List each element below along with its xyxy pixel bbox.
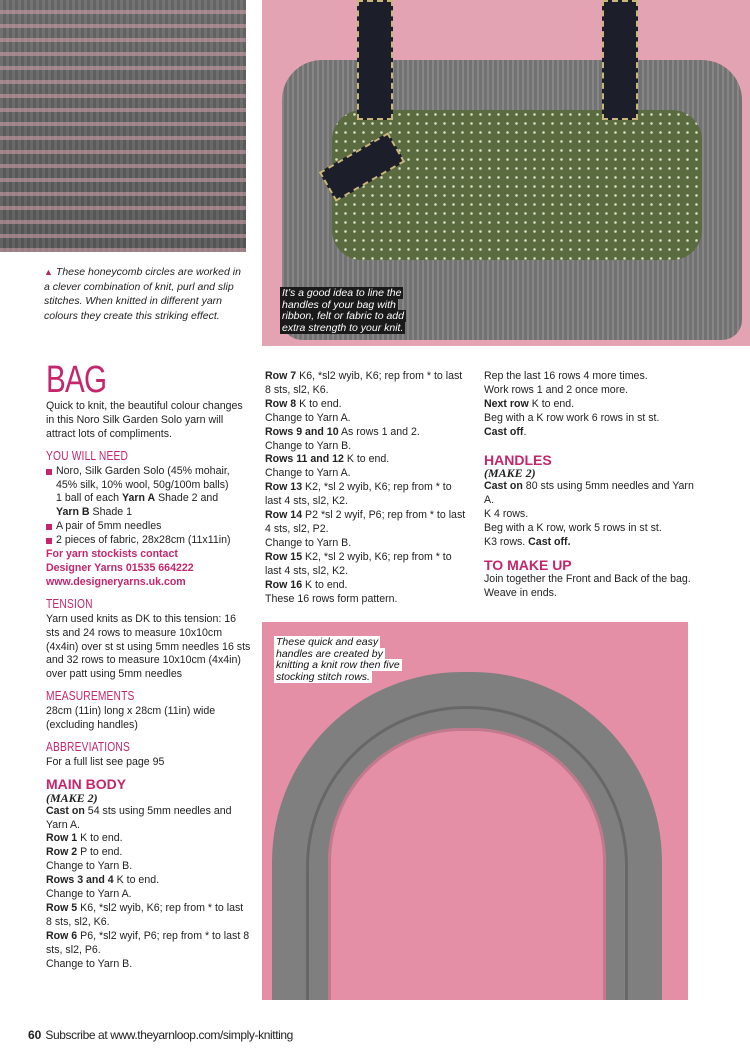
- page-footer: [28, 1028, 293, 1042]
- pattern-line-5: Change to Yarn B.: [265, 439, 352, 452]
- pattern-line-4: Rows 9 and 10 As rows 1 and 2.: [265, 425, 420, 438]
- main-body-line-6: Change to Yarn A.: [46, 888, 132, 901]
- triangle-up-icon: ▲: [44, 267, 53, 277]
- tension-text: Yarn used knits as DK to this tension: 16 sts and 24 rows to measure 10x10cm (4x4in) over st st using 5mm needles 16 sts and 32 rows to measure 10x10cm (4x4in) over patt using 5mm needles: [46, 612, 251, 681]
- handles-caption: These quick and easy handles are created by knitting a knit row then five stocking stitch rows.: [276, 636, 400, 683]
- handles-make: (MAKE 2): [484, 466, 536, 481]
- finishing-line-5: Cast off.: [484, 425, 527, 438]
- to-make-up-heading: TO MAKE UP: [484, 556, 572, 573]
- pattern-line-6: Rows 11 and 12 K to end.: [265, 453, 390, 466]
- stockist-line-2: Designer Yarns 01535 664222: [46, 561, 194, 574]
- pattern-line-7: Change to Yarn A.: [265, 467, 351, 480]
- handles-instructions: [484, 480, 694, 536]
- main-body-line-8: Row 6 P6, *sl2 wyif, P6; rep from * to last 8 sts, sl2, P6.: [46, 929, 250, 956]
- pattern-line-3: Change to Yarn A.: [265, 411, 351, 424]
- pattern-line-11: Row 15 K2, *sl 2 wyib, K6; rep from * to last 4 sts, sl2, K2.: [265, 550, 452, 577]
- pattern-line-13: These 16 rows form pattern.: [265, 592, 398, 605]
- bag-intro: Quick to knit, the beautiful colour changes in this Noro Silk Garden Solo yarn will attract lots of compliments.: [46, 400, 243, 440]
- main-body-line-9: Change to Yarn B.: [46, 957, 133, 970]
- finishing-line-1: Rep the last 16 rows 4 more times.: [484, 370, 648, 382]
- honeycomb-swatch-photo: [0, 0, 246, 252]
- abbreviations-text: For a full list see page 95: [46, 755, 165, 768]
- abbreviations-heading: ABBREVIATIONS: [46, 739, 130, 754]
- main-body-make: (MAKE 2): [46, 790, 98, 805]
- handles-line-1: Cast on 80 sts using 5mm needles and Yarn A.: [484, 480, 694, 507]
- finishing-line-2: Work rows 1 and 2 once more.: [484, 383, 629, 396]
- swatch-caption: ▲ These honeycomb circles are worked in a clever combination of knit, purl and slip stitches. When knitted in different yarn colours they create this striking effect.: [44, 266, 241, 322]
- bag-lining-caption: It’s a good idea to line the handles of your bag with ribbon, felt or fabric to add extra strength to your knit.: [282, 287, 404, 334]
- pattern-line-9: Row 14 P2 *sl 2 wyif, P6; rep from * to last 4 sts, sl2, P2.: [265, 509, 466, 535]
- finishing-instructions: [484, 370, 694, 440]
- handles-last-line: K3 rows. Cast off.: [484, 536, 571, 549]
- pattern-instructions: [265, 370, 470, 606]
- pattern-line-1: Row 7 K6, *sl2 wyib, K6; rep from * to last 8 sts, sl2, K6.: [265, 370, 463, 396]
- to-make-up-text: Join together the Front and Back of the bag. Weave in ends.: [484, 572, 691, 599]
- pattern-line-8: Row 13 K2, *sl 2 wyib, K6; rep from * to last 4 sts, sl2, K2.: [265, 481, 452, 508]
- main-body-line-5: Rows 3 and 4 K to end.: [46, 874, 160, 887]
- bag-strap-left: [357, 0, 393, 120]
- tension-heading: TENSION: [46, 596, 93, 611]
- need-needles: A pair of 5mm needles: [46, 520, 251, 534]
- pattern-line-10: Change to Yarn B.: [265, 536, 352, 549]
- bag-title: BAG: [46, 359, 107, 401]
- column-3: [484, 370, 694, 601]
- main-body-heading: MAIN BODY: [46, 775, 127, 792]
- stockist-line-1: For yarn stockists contact: [46, 548, 178, 561]
- column-1: [46, 359, 251, 972]
- you-will-need-heading: YOU WILL NEED: [46, 448, 129, 463]
- measurements-text: 28cm (11in) long x 28cm (11in) wide (excluding handles): [46, 705, 216, 732]
- subscribe-link[interactable]: Subscribe at www.theyarnloop.com/simply-knitting: [45, 1028, 293, 1042]
- page-number: 60: [28, 1028, 42, 1042]
- main-body-instructions: [46, 805, 251, 972]
- main-body-line-7: Row 5 K6, *sl2 wyib, K6; rep from * to last 8 sts, sl2, K6.: [46, 902, 244, 928]
- column-2: [265, 370, 470, 606]
- main-body-line-3: Row 2 P to end.: [46, 846, 123, 859]
- handles-line-2: K 4 rows.: [484, 508, 529, 521]
- handles-heading: HANDLES: [484, 451, 552, 468]
- pattern-line-12: Row 16 K to end.: [265, 578, 348, 591]
- measurements-heading: MEASUREMENTS: [46, 689, 135, 704]
- main-body-line-2: Row 1 K to end.: [46, 832, 123, 845]
- need-fabric: 2 pieces of fabric, 28x28cm (11x11in): [46, 534, 251, 548]
- need-yarn-detail: 1 ball of each Yarn A Shade 2 and Yarn B Shade 1: [56, 492, 219, 519]
- pattern-line-2: Row 8 K to end.: [265, 397, 342, 410]
- bag-strap-right: [602, 0, 638, 120]
- need-yarn: Noro, Silk Garden Solo (45% mohair, 45% silk, 10% wool, 50g/100m balls): [46, 465, 251, 493]
- handles-line-3: Beg with a K row, work 5 rows in st st.: [484, 522, 662, 535]
- finishing-line-4: Beg with a K row work 6 rows in st st.: [484, 411, 660, 424]
- finishing-line-3: Next row K to end.: [484, 397, 575, 410]
- main-body-line-1: Cast on 54 sts using 5mm needles and Yarn A.: [46, 804, 232, 831]
- stockist-link[interactable]: www.designeryarns.uk.com: [46, 575, 186, 588]
- main-body-line-4: Change to Yarn B.: [46, 860, 133, 873]
